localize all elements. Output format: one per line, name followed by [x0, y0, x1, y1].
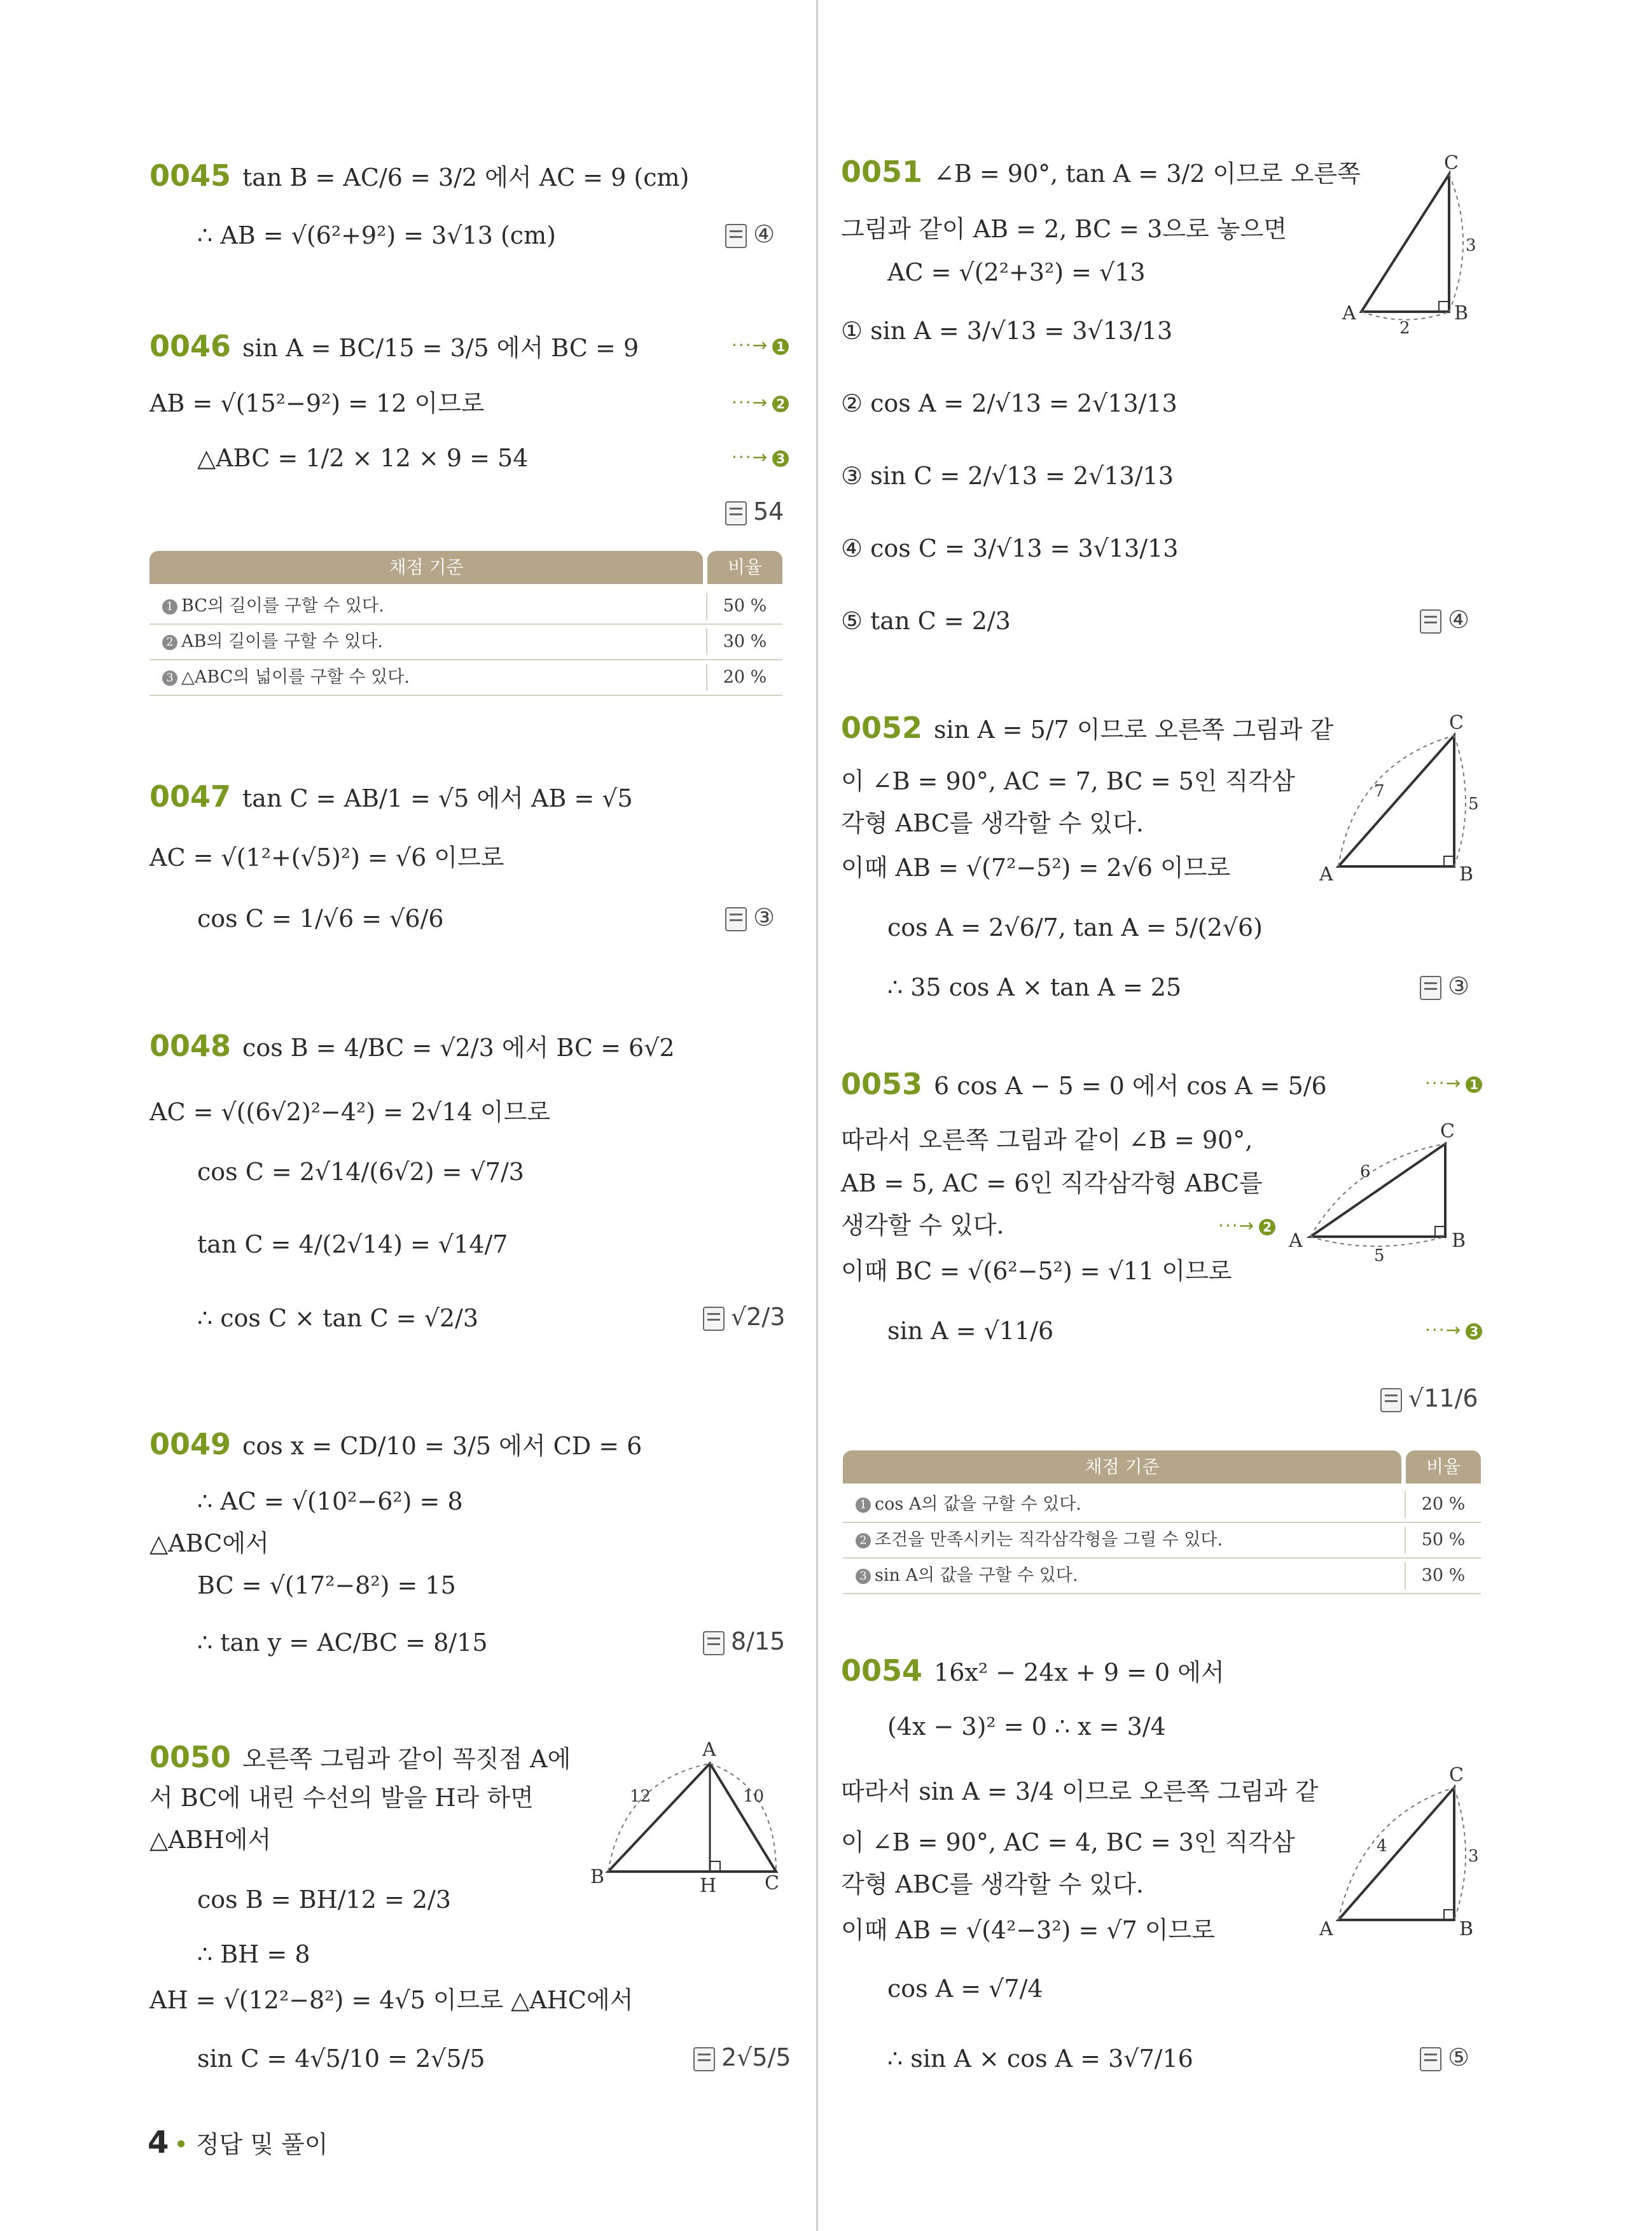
solution-line: sin C = 4√5/10 = 2√5/5: [197, 2045, 485, 2073]
solution-line: ∴ tan y = AC/BC = 8/15: [197, 1629, 488, 1657]
solution-line: ∴ BH = 8: [197, 1940, 310, 1968]
step-marker: ···→ 1: [1425, 1073, 1482, 1094]
vertex-label: H: [700, 1875, 717, 1896]
solution-line: ③ sin C = 2/√13 = 2√13/13: [841, 462, 1174, 490]
step-badge: 1: [162, 599, 177, 615]
vertex-label: A: [1319, 863, 1333, 886]
step-marker: ···→ 3: [732, 447, 789, 468]
solution-line: 각형 ABC를 생각할 수 있다.: [841, 1870, 1144, 1898]
side-label: 6: [1360, 1162, 1371, 1181]
answer-mark: ④: [725, 220, 775, 248]
solution-line: cos A = √7/4: [887, 1975, 1043, 2003]
vertex-label: C: [1449, 712, 1464, 734]
answer-icon: [1420, 2047, 1441, 2071]
vertex-label: C: [765, 1872, 779, 1894]
vertex-label: A: [1319, 1918, 1333, 1940]
problem-number: 0052: [841, 711, 923, 745]
solution-line: 따라서 sin A = 3/4 이므로 오른쪽 그림과 같: [841, 1777, 1319, 1805]
solution-line: ∴ cos C × tan C = √2/3: [197, 1304, 478, 1332]
solution-line: BC = √(17²−8²) = 15: [197, 1571, 456, 1599]
answer-icon: [703, 1631, 725, 1655]
answer-icon: [1380, 1388, 1402, 1412]
vertex-label: C: [1449, 1764, 1464, 1786]
solution-line: ① sin A = 3/√13 = 3√13/13: [841, 317, 1173, 345]
answer-icon: [725, 224, 747, 248]
step-badge: 1: [856, 1498, 871, 1513]
solution-line: △ABC = 1/2 × 12 × 9 = 54: [197, 444, 529, 472]
vertex-label: B: [1454, 302, 1469, 324]
step-marker: ···→ 2: [1218, 1215, 1275, 1236]
side-label: 5: [1374, 1246, 1385, 1265]
solution-line: AB = √(15²−9²) = 12 이므로: [149, 389, 485, 417]
solution-line: 서 BC에 내린 수선의 발을 H라 하면: [149, 1784, 534, 1812]
grading-row: 3 △ABC의 넓이를 구할 수 있다. 20 %: [149, 660, 782, 696]
solution-line: △ABC에서: [149, 1529, 269, 1557]
solution-line: AH = √(12²−8²) = 4√5 이므로 △AHC에서: [149, 1986, 634, 2014]
step-marker: ···→ 2: [732, 392, 789, 413]
footer-bullet: •: [174, 2130, 188, 2158]
solution-line: AC = √(2²+3²) = √13: [887, 258, 1146, 286]
solution-line: cos B = 4/BC = √2/3 에서 BC = 6√2: [242, 1034, 675, 1062]
solution-line: sin A = √11/6: [887, 1317, 1054, 1345]
solution-line: ∴ 35 cos A × tan A = 25: [887, 973, 1182, 1001]
step-marker: ···→ 3: [1425, 1319, 1482, 1340]
side-label: 5: [1468, 795, 1479, 814]
problem-number: 0049: [149, 1427, 232, 1461]
solution-line: tan C = AB/1 = √5 에서 AB = √5: [242, 784, 633, 812]
problem-number: 0046: [149, 329, 232, 363]
triangle-figure: [1310, 1753, 1482, 1947]
grading-row: 3 sin A의 값을 구할 수 있다. 30 %: [843, 1559, 1481, 1594]
answer-icon: [693, 2047, 715, 2071]
solution-line: △ABH에서: [149, 1826, 272, 1854]
solution-line: cos x = CD/10 = 3/5 에서 CD = 6: [242, 1432, 642, 1460]
column-divider: [816, 0, 818, 2231]
problem-number: 0051: [841, 155, 923, 189]
answer-mark: ⑤: [1420, 2043, 1469, 2071]
triangle-figure: [585, 1730, 789, 1898]
solution-line: AC = √((6√2)²−4²) = 2√14 이므로: [149, 1098, 551, 1126]
step-badge: 3: [856, 1569, 871, 1584]
vertex-label: B: [1459, 1918, 1474, 1940]
answer-mark: 2√5/5: [693, 2043, 791, 2071]
vertex-label: A: [1342, 302, 1356, 324]
grading-header-criteria: 채점 기준: [149, 551, 703, 584]
solution-line: ⑤ tan C = 2/3: [841, 607, 1011, 635]
solution-line: ∠B = 90°, tan A = 3/2 이므로 오른쪽: [934, 160, 1361, 188]
solution-line: cos C = 1/√6 = √6/6: [197, 905, 444, 933]
step-badge: 2: [162, 635, 177, 650]
solution-line: tan C = 4/(2√14) = √14/7: [197, 1230, 508, 1258]
page-footer: [148, 2125, 328, 2160]
grading-row: 1 BC의 길이를 구할 수 있다. 50 %: [149, 589, 782, 625]
step-marker: ···→ 1: [732, 335, 789, 356]
side-label: 7: [1374, 782, 1385, 801]
grading-header-ratio: 비율: [1406, 1450, 1481, 1484]
problem-number: 0054: [841, 1653, 923, 1688]
vertex-label: B: [590, 1866, 605, 1888]
answer-mark: 54: [725, 497, 784, 525]
answer-icon: [703, 1307, 725, 1331]
page-number: 4: [148, 2125, 169, 2160]
solution-line: 이 ∠B = 90°, AC = 4, BC = 3인 직각삼: [841, 1828, 1295, 1856]
answer-mark: ③: [725, 903, 775, 931]
solution-line: 생각할 수 있다.: [841, 1211, 1004, 1239]
solution-line: tan B = AC/6 = 3/2 에서 AC = 9 (cm): [242, 163, 690, 191]
solution-line: AC = √(1²+(√5)²) = √6 이므로: [149, 844, 504, 872]
answer-icon: [1420, 976, 1441, 1000]
step-badge: 2: [856, 1533, 871, 1548]
solution-line: (4x − 3)² = 0 ∴ x = 3/4: [887, 1713, 1166, 1741]
side-label: 2: [1399, 319, 1410, 337]
answer-mark: √11/6: [1380, 1384, 1478, 1412]
solution-line: 각형 ABC를 생각할 수 있다.: [841, 809, 1144, 837]
vertex-label: C: [1440, 1120, 1455, 1143]
vertex-label: B: [1452, 1230, 1466, 1252]
solution-line: 오른쪽 그림과 같이 꼭짓점 A에: [242, 1745, 571, 1773]
grading-row: 2 AB의 길이를 구할 수 있다. 30 %: [149, 625, 782, 660]
problem-number: 0053: [841, 1067, 923, 1101]
solution-line: 그림과 같이 AB = 2, BC = 3으로 놓으면: [841, 215, 1287, 243]
solution-line: sin A = 5/7 이므로 오른쪽 그림과 같: [934, 716, 1334, 744]
solution-line: 따라서 오른쪽 그림과 같이 ∠B = 90°,: [841, 1126, 1253, 1154]
grading-row: 2 조건을 만족시키는 직각삼각형을 그릴 수 있다. 50 %: [843, 1523, 1481, 1559]
answer-mark: √2/3: [703, 1303, 785, 1331]
side-label: 10: [743, 1787, 765, 1806]
solution-line: cos C = 2√14/(6√2) = √7/3: [197, 1158, 524, 1186]
problem-number: 0048: [149, 1029, 232, 1063]
answer-icon: [725, 907, 747, 931]
section-title: 정답 및 풀이: [195, 2130, 328, 2158]
grading-header-criteria: 채점 기준: [843, 1450, 1401, 1484]
solution-line: ∴ sin A × cos A = 3√7/16: [887, 2045, 1193, 2073]
vertex-label: C: [1444, 153, 1459, 174]
side-label: 3: [1466, 236, 1476, 255]
solution-line: 6 cos A − 5 = 0 에서 cos A = 5/6: [934, 1072, 1327, 1100]
problem-number: 0047: [149, 779, 232, 814]
side-label: 4: [1377, 1837, 1387, 1856]
solution-line: sin A = BC/15 = 3/5 에서 BC = 9: [242, 334, 639, 362]
triangle-figure: [1279, 1116, 1482, 1271]
triangle-figure: [1310, 707, 1482, 901]
answer-mark: 8/15: [703, 1627, 785, 1655]
answer-mark: ④: [1420, 606, 1469, 634]
problem-number: 0050: [149, 1740, 232, 1774]
solution-line: 이때 BC = √(6²−5²) = √11 이므로: [841, 1257, 1232, 1285]
grading-header-ratio: 비율: [707, 551, 782, 584]
solution-line: ② cos A = 2/√13 = 2√13/13: [841, 389, 1177, 417]
solution-line: cos A = 2√6/7, tan A = 5/(2√6): [887, 914, 1263, 942]
side-label: 3: [1468, 1847, 1479, 1866]
solution-line: 16x² − 24x + 9 = 0 에서: [934, 1658, 1225, 1686]
solution-line: ④ cos C = 3/√13 = 3√13/13: [841, 534, 1179, 562]
solution-line: ∴ AB = √(6²+9²) = 3√13 (cm): [197, 221, 556, 249]
vertex-label: B: [1459, 863, 1474, 886]
solution-line: 이때 AB = √(7²−5²) = 2√6 이므로: [841, 854, 1231, 882]
grading-row: 1 cos A의 값을 구할 수 있다. 20 %: [843, 1487, 1481, 1523]
answer-icon: [725, 501, 747, 525]
answer-mark: ③: [1420, 972, 1469, 1000]
solution-line: AB = 5, AC = 6인 직각삼각형 ABC를: [841, 1169, 1263, 1197]
vertex-label: A: [702, 1739, 716, 1761]
side-label: 12: [630, 1787, 651, 1806]
problem-number: 0045: [149, 158, 232, 193]
answer-icon: [1420, 609, 1441, 634]
step-badge: 3: [162, 671, 177, 686]
triangle-figure: [1336, 153, 1489, 340]
solution-line: 이때 AB = √(4²−3²) = √7 이므로: [841, 1916, 1215, 1944]
vertex-label: A: [1289, 1230, 1303, 1252]
solution-line: cos B = BH/12 = 2/3: [197, 1886, 452, 1914]
solution-line: ∴ AC = √(10²−6²) = 8: [197, 1487, 463, 1515]
solution-line: 이 ∠B = 90°, AC = 7, BC = 5인 직각삼: [841, 767, 1295, 795]
